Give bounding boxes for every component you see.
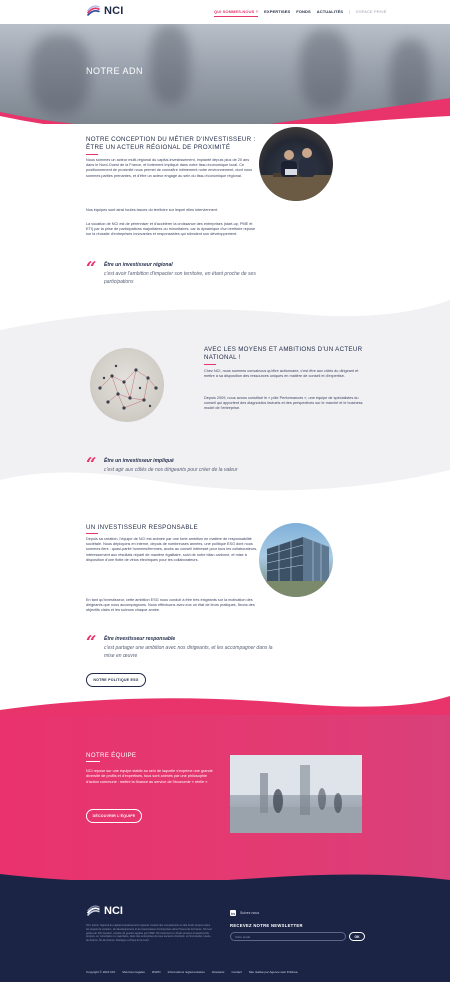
nci-logo-icon xyxy=(86,904,101,918)
hero-banner xyxy=(0,24,450,124)
title-rule xyxy=(86,761,100,762)
quote-responsable xyxy=(86,632,326,666)
follow-label: Suivez nous xyxy=(240,911,260,915)
office-illustration xyxy=(230,755,362,833)
meeting-illustration xyxy=(259,127,333,201)
linkedin-icon[interactable]: in xyxy=(231,910,235,916)
quote-text: c'est agir aux côtés de nos dirigeants pour créer de la valeur xyxy=(104,467,238,473)
footer-bottom-links xyxy=(86,970,297,974)
logo-text: NCI xyxy=(104,5,124,17)
footer-link-informations[interactable]: Informations réglementaires xyxy=(167,970,205,974)
team-text: NCI repose sur une équipe stable au sein de laquelle s'exprime une grande diversité de profils et d'expertises, tous sont animés par une philosophie d'action commune : mettre la finance au service de l'économie « réelle ». xyxy=(86,769,213,784)
footer-link-agency[interactable]: Site réalisé par Agence web Pollinéa xyxy=(248,970,298,974)
section-title: UN INVESTISSEUR RESPONSABLE xyxy=(86,524,198,531)
quote-text: mise en œuvre xyxy=(104,653,138,659)
paragraph: Nous sommes un acteur multi-régional du capital-investissement, implanté depuis plus de 20 ans dans le Nord-Ouest de la France, et fortement impliqué dans notre tissu économique local. Ce positionnement de proximité nous permet de connaître intimement notre environnement, dont nous sommes parties prenantes, et d'être un acteur engagé au sein du tissu économique régional. xyxy=(86,158,253,178)
nav-separator: | xyxy=(349,9,351,14)
page-title: NOTRE ADN xyxy=(86,66,144,76)
newsletter-title: RECEVEZ NOTRE NEWSLETTER xyxy=(230,923,303,928)
paragraph: Depuis 2009, nous avons constitué le « pôle Performances », une équipe de spécialistes du conseil qui apportent des diagnostics factuels et des perspectives sur le marché et le business model de l'entreprise. xyxy=(204,396,363,411)
quote-implique xyxy=(86,454,326,482)
nci-logo-icon xyxy=(86,4,101,18)
team-office-photo xyxy=(230,755,362,833)
section-title: ÊTRE UN ACTEUR RÉGIONAL DE PROXIMITÉ xyxy=(86,144,231,151)
follow-us[interactable] xyxy=(230,910,259,916)
team-title: NOTRE ÉQUIPE xyxy=(86,752,137,759)
quote-text: c'est avoir l'ambition d'impacter son territoire, en étant proche de ses xyxy=(104,271,256,277)
nav-item-espace-prive[interactable]: ESPACE PRIVÉ xyxy=(356,9,387,14)
paragraph: En tant qu'investisseur, cette ambition ESG nous conduit à être très exigeants sur la motivation des dirigeants que nous accompagnons. Nous effectuons avec eux un état de leurs pratiques, fixons des objectifs clairs et les suivons chaque année. xyxy=(86,598,255,613)
hero-photo-blur xyxy=(300,29,350,109)
quote-text: participations xyxy=(104,279,134,285)
newsletter-email-input[interactable]: Votre email xyxy=(230,932,346,941)
quote-title: Être un investisseur régional xyxy=(104,262,173,268)
quote-title: Être investisseur responsable xyxy=(104,636,176,642)
esg-policy-button[interactable]: NOTRE POLITIQUE ESG xyxy=(86,673,146,687)
nav-item-fonds[interactable]: FONDS xyxy=(296,9,311,14)
network-illustration xyxy=(90,348,164,422)
hero-wave-shape xyxy=(0,98,450,124)
footer-description: NCI, acteur régional du capital-investissement régional, investit des compétences et des fonds propres dans les projets de création, de développement et de transmission d'entreprises dans l'Ouest de la France. NCI est gérée par NCI Gestion, société de gestion agréée par l'AMF. NCI intervient en fonds propres et quasi-fonds propres, en minoritaire ou majoritaire, dans des entreprises de tous secteurs d'activité, en Normandie, Hauts-de-France, Île-de-France, Bretagne et Pays de la Loire. xyxy=(86,924,212,943)
hero-photo-blur xyxy=(150,24,190,104)
footer-link-mentions[interactable]: Mentions légales xyxy=(122,970,145,974)
footer-link-glossaire[interactable]: Glossaire xyxy=(211,970,225,974)
paragraph: Chez NCI, nous sommes convaincus qu'être actionnaire, c'est être aux côtés du dirigeant et mettre à sa disposition des ressources uniques en matière de conseil et d'expertise. xyxy=(204,369,359,379)
footer-link-contact[interactable]: Contact xyxy=(231,970,242,974)
quote-title: Être un investisseur impliqué xyxy=(104,458,174,464)
nav-item-expertises[interactable]: EXPERTISES xyxy=(264,9,291,14)
nav-item-qui-sommes-nous[interactable]: QUI SOMMES-NOUS ? xyxy=(214,9,259,14)
building-illustration xyxy=(259,523,333,597)
paragraph: Depuis sa création, l'équipe de NCI est animée par une forte ambition en matière de responsabilité sociétale. Nous déployons en interne, depuis de nombreuses années, une politique ESG dont nous sommes fiers : quasi-parité hommes/femmes, accès au conseil intéressé pour tous les collaborateurs, intéressement aux résultats réparti de manière égalitaire, suivi de notre bilan carbone, et mise à disposition d'une flotte de vélos électriques pour les collaborateurs. xyxy=(86,537,258,562)
building-photo xyxy=(259,523,333,597)
section-title: NOTRE CONCEPTION DU MÉTIER D'INVESTISSEUR : xyxy=(86,136,256,143)
title-rule xyxy=(86,154,98,155)
footer-logo-text: NCI xyxy=(104,905,123,917)
nav-item-actualites[interactable]: ACTUALITÉS xyxy=(316,9,344,14)
nci-logo[interactable] xyxy=(86,4,124,18)
main-nav xyxy=(214,9,387,14)
paragraph: La vocation de NCI est de pérenniser et d'accélérer la croissance des entreprises (start-up, PME et ETI) par la prise de participations majoritaires ou minoritaires, car la dynamique d'un territoire repose sur la réussite d'entreprises innovantes et responsables qui stimulent son développement. xyxy=(86,222,256,237)
quote-mark-icon: “ xyxy=(86,454,97,475)
copyright: Copyright © 2024 NCI xyxy=(86,970,116,974)
title-rule xyxy=(204,364,216,365)
network-people-photo xyxy=(90,348,164,422)
paragraph: Nos équipes sont ainsi toutes issues du territoire sur lequel elles interviennent. xyxy=(86,208,218,212)
site-footer xyxy=(0,880,450,982)
newsletter-submit-button[interactable]: OK xyxy=(349,932,365,941)
section-title: AVEC LES MOYENS ET AMBITIONS D'UN ACTEUR xyxy=(204,346,363,353)
quote-regional xyxy=(86,258,326,292)
section-title: NATIONAL ! xyxy=(204,354,241,361)
quote-text: c'est partager une ambition avec nos dirigeants, et les accompagner dans la xyxy=(104,645,273,651)
title-rule xyxy=(86,533,98,534)
team-section xyxy=(0,715,450,885)
quote-mark-icon: “ xyxy=(86,632,97,653)
footer-link-rgpd[interactable]: RGPD xyxy=(151,970,161,974)
discover-team-button[interactable]: DÉCOUVRIR L'ÉQUIPE xyxy=(86,809,142,823)
footer-logo[interactable] xyxy=(86,904,123,918)
quote-mark-icon: “ xyxy=(86,258,97,279)
site-header xyxy=(0,0,450,24)
meeting-photo xyxy=(259,127,333,201)
